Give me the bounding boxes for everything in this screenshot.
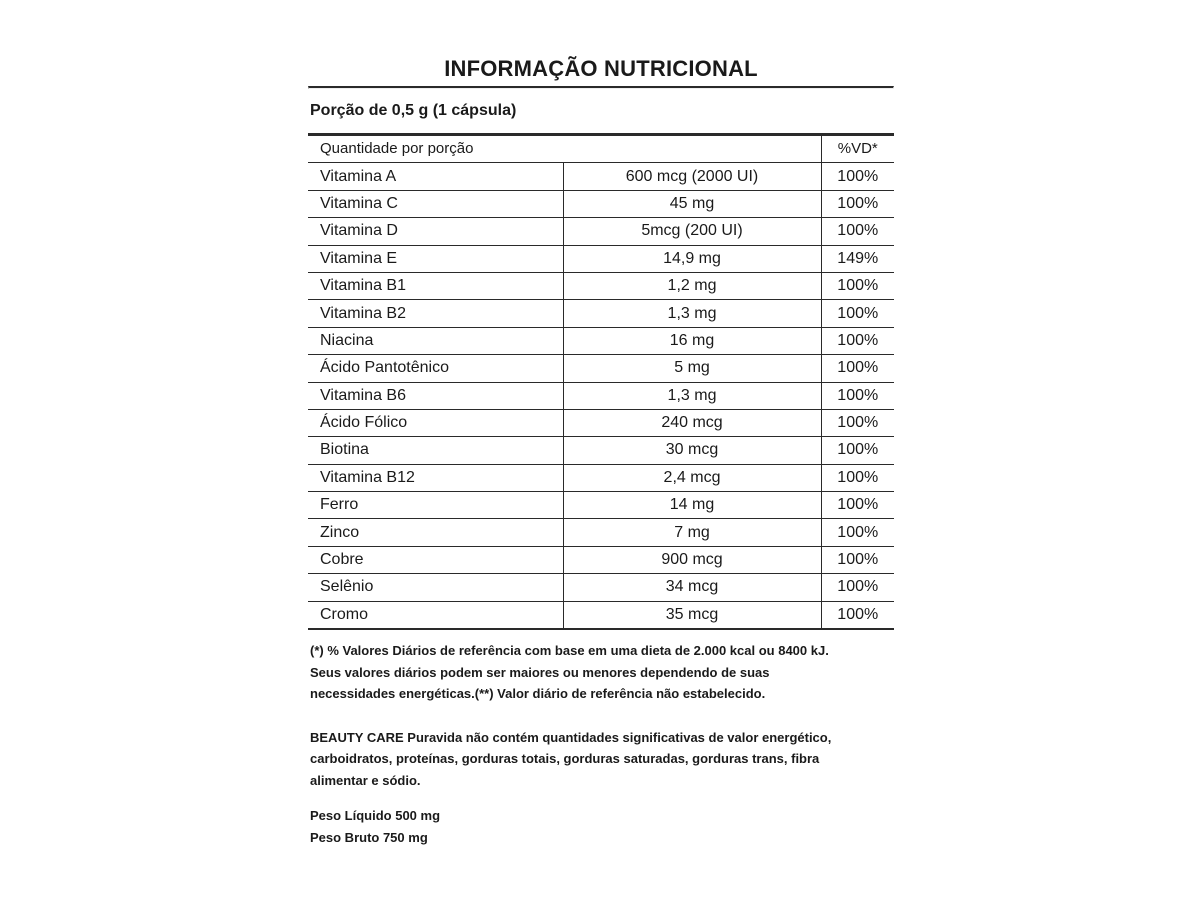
nutrient-vd: 149%: [821, 245, 894, 272]
nutrient-amount: 35 mcg: [563, 601, 821, 629]
nutrition-table: [308, 133, 894, 630]
nutrient-amount: 34 mcg: [563, 574, 821, 601]
table-row: [308, 437, 894, 464]
table-row: [308, 492, 894, 519]
nutrient-name: Ácido Pantotênico: [308, 355, 563, 382]
nutrient-amount: 1,2 mg: [563, 272, 821, 299]
nutrient-vd: 100%: [821, 492, 894, 519]
nutrient-vd: 100%: [821, 574, 894, 601]
footnote-line: necessidades energéticas.(**) Valor diário de referência não estabelecido.: [310, 686, 766, 702]
nutrient-name: Vitamina E: [308, 245, 563, 272]
nutrient-amount: 240 mcg: [563, 409, 821, 436]
nutrient-amount: 45 mg: [563, 190, 821, 217]
table-row: [308, 382, 894, 409]
nutrient-name: Vitamina C: [308, 190, 563, 217]
table-row: [308, 272, 894, 299]
disclaimer-line: alimentar e sódio.: [310, 772, 421, 788]
nutrient-vd: 100%: [821, 546, 894, 573]
nutrition-label: [308, 52, 894, 848]
nutrient-vd: 100%: [821, 519, 894, 546]
table-row: [308, 601, 894, 629]
nutrient-vd: 100%: [821, 601, 894, 629]
table-row: [308, 409, 894, 436]
nutrient-name: Cromo: [308, 601, 563, 629]
table-row: [308, 327, 894, 354]
notes-section: [308, 640, 894, 848]
nutrient-name: Zinco: [308, 519, 563, 546]
nutrient-vd: 100%: [821, 382, 894, 409]
nutrient-vd: 100%: [821, 218, 894, 245]
nutrient-name: Vitamina B12: [308, 464, 563, 491]
header-quantity: Quantidade por porção: [308, 135, 821, 163]
table-row: [308, 355, 894, 382]
nutrient-amount: 7 mg: [563, 519, 821, 546]
nutrient-vd: 100%: [821, 355, 894, 382]
nutrient-amount: 14 mg: [563, 492, 821, 519]
nutrient-name: Selênio: [308, 574, 563, 601]
nutrient-amount: 30 mcg: [563, 437, 821, 464]
table-row: [308, 190, 894, 217]
header-vd: %VD*: [821, 135, 894, 163]
table-row: [308, 546, 894, 573]
nutrient-name: Biotina: [308, 437, 563, 464]
table-row: [308, 245, 894, 272]
nutrient-name: Vitamina A: [308, 163, 563, 190]
table-row: [308, 464, 894, 491]
nutrient-amount: 16 mg: [563, 327, 821, 354]
table-row: [308, 300, 894, 327]
nutrient-name: Ferro: [308, 492, 563, 519]
nutrient-name: Cobre: [308, 546, 563, 573]
nutrient-name: Vitamina D: [308, 218, 563, 245]
nutrient-amount: 900 mcg: [563, 546, 821, 573]
table-row: [308, 519, 894, 546]
nutrient-vd: 100%: [821, 300, 894, 327]
footnote-line: (*) % Valores Diários de referência com base em uma dieta de 2.000 kcal ou 8400 kJ.: [310, 643, 829, 659]
nutrient-name: Vitamina B6: [308, 382, 563, 409]
nutrient-amount: 14,9 mg: [563, 245, 821, 272]
nutrient-vd: 100%: [821, 190, 894, 217]
nutrient-vd: 100%: [821, 327, 894, 354]
table-header-row: [308, 135, 894, 163]
nutrient-vd: 100%: [821, 437, 894, 464]
table-row: [308, 218, 894, 245]
label-title: INFORMAÇÃO NUTRICIONAL: [444, 56, 758, 81]
gross-weight: Peso Bruto 750 mg: [310, 829, 428, 845]
nutrient-amount: 5 mg: [563, 355, 821, 382]
nutrient-amount: 1,3 mg: [563, 300, 821, 327]
table-row: [308, 574, 894, 601]
nutrient-name: Ácido Fólico: [308, 409, 563, 436]
table-row: [308, 163, 894, 190]
nutrient-amount: 2,4 mcg: [563, 464, 821, 491]
net-weight: Peso Líquido 500 mg: [310, 808, 441, 824]
nutrient-vd: 100%: [821, 163, 894, 190]
portion-size: Porção de 0,5 g (1 cápsula): [310, 102, 517, 119]
disclaimer-line: BEAUTY CARE Puravida não contém quantidades significativas de valor energético,: [310, 729, 832, 745]
disclaimer-line: carboidratos, proteínas, gorduras totais, gorduras saturadas, gorduras trans, fibra: [310, 751, 820, 767]
nutrient-name: Vitamina B1: [308, 272, 563, 299]
nutrient-vd: 100%: [821, 409, 894, 436]
nutrient-amount: 1,3 mg: [563, 382, 821, 409]
nutrient-amount: 5mcg (200 UI): [563, 218, 821, 245]
nutrient-name: Niacina: [308, 327, 563, 354]
footnote-line: Seus valores diários podem ser maiores ou menores dependendo de suas: [310, 664, 770, 680]
nutrient-vd: 100%: [821, 464, 894, 491]
nutrient-vd: 100%: [821, 272, 894, 299]
nutrient-amount: 600 mcg (2000 UI): [563, 163, 821, 190]
nutrient-name: Vitamina B2: [308, 300, 563, 327]
